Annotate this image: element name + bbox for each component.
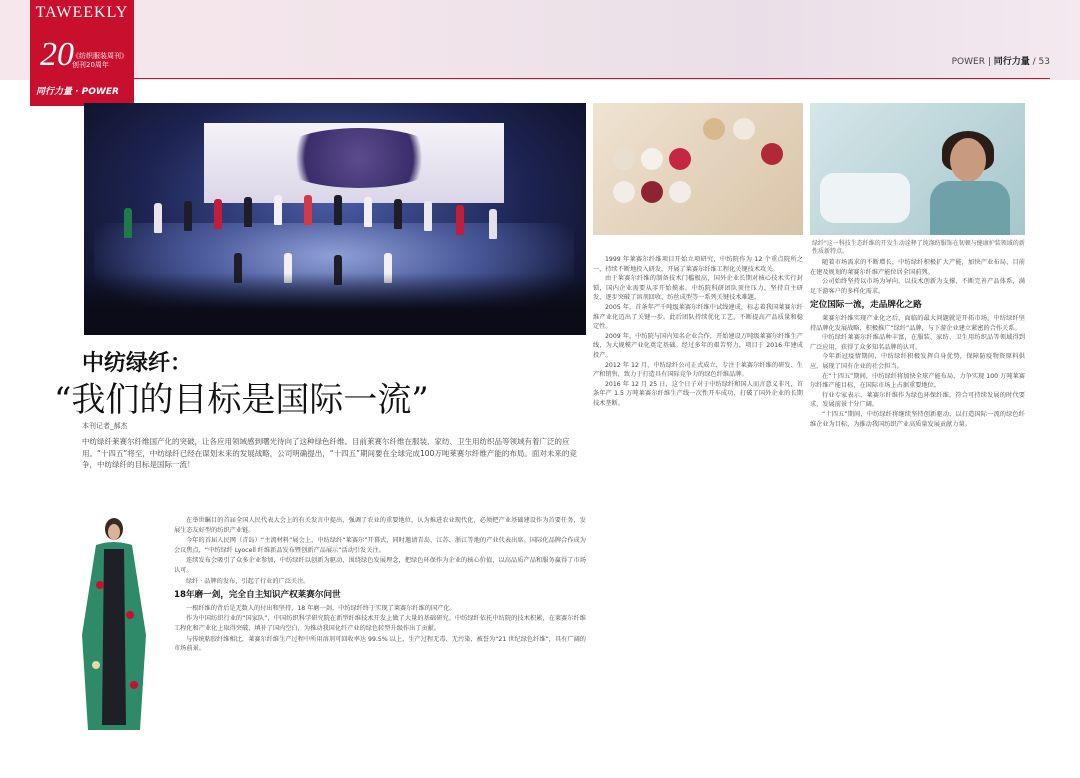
section-en: POWER xyxy=(951,57,985,67)
runway-model xyxy=(124,208,132,238)
section-subhead: 18年磨一剑，完全自主知识产权莱赛尔问世 xyxy=(174,590,341,601)
anniversary-number: 20 xyxy=(40,36,74,73)
paragraph: 连续发布会吸引了众多企业参加，中纺绿纤以创新为驱动，围绕绿色发展理念，把绿色环保作为企业的核心价值，以高品质产品和服务赢得了市场认可。 xyxy=(174,557,586,574)
paragraph: 2009 年，中纺院与国内知名企业合作，开始建设万吨级莱赛尔纤维生产线，为大规模产业化奠定基础。经过多年的艰苦努力，项目于 2016 年建成投产。 xyxy=(593,332,803,359)
yarn-cone xyxy=(613,181,635,203)
paragraph: 莱赛尔纤维实现产业化之后，面临的最大问题就是开拓市场。中纺绿纤坚持品牌化发展战略，积极推广“绿纤”品牌，与下游企业建立紧密的合作关系。 xyxy=(810,314,1025,332)
runway-model xyxy=(244,197,252,227)
model-garment xyxy=(930,181,1010,235)
stage-floral-display xyxy=(274,128,444,188)
paragraph: 2012 年 12 月，中纺绿纤公司正式成立，专注于莱赛尔纤维的研发、生产和销售，致力于打造具有国际竞争力的绿色纤维品牌。 xyxy=(593,361,803,379)
paragraph: 绿纤 · 品牌的发布，引起了行业的广泛关注。 xyxy=(186,577,310,585)
section-subhead: 定位国际一流，走品牌化之路 xyxy=(810,300,922,311)
runway-model xyxy=(456,205,464,235)
paragraph: 随着市场需求的不断增长，中纺绿纤积极扩大产能，加快产业布局，目前在建及规划的莱赛尔纤维产能位居全国前列。 xyxy=(810,259,1025,276)
runway-model xyxy=(364,197,372,227)
paragraph: 今年新冠疫情期间，中纺绿纤积极发挥自身优势，保障防疫物资原料供应，展现了国有企业的社会担当。 xyxy=(810,353,1025,370)
paragraph: 一根纤维的背后是无数人的付出和坚持，18 年磨一剑，中纺绿纤终于实现了莱赛尔纤维的国产化。 xyxy=(186,604,456,612)
paragraph: 在举世瞩目的首届全国人民代表大会上的有关发言中提出，强调了农业的重要地位，认为推进农业现代化，必须把产业基础建设作为首要任务，发展生态友好型的纺织产业链。 xyxy=(174,517,586,534)
runway-model xyxy=(424,201,432,231)
yarn-cone xyxy=(733,118,755,140)
pillow xyxy=(820,173,910,223)
runway-model xyxy=(394,199,402,229)
article-author: 本刊记者_郝杰 xyxy=(82,422,128,430)
runway-show-photo xyxy=(84,103,586,335)
paragraph: “十四五”期间，中纺绿纤将继续坚持创新驱动，以打造国际一流的绿色纤维企业为目标，为推动我国纺织产业高质量发展贡献力量。 xyxy=(810,410,1025,428)
anniversary-text xyxy=(72,52,132,70)
photo-caption: 绿纤"这一科技生态纤维的开发生动诠释了纯涤纺服饰在韧顿与健康护装领域的新性质新特点。 xyxy=(812,240,1025,255)
yarn-cone xyxy=(669,148,691,170)
paragraph: 2016 年 12 月 25 日，这个日子对于中纺绿纤和国人而言意义非凡，首条年产 1.5 万吨莱赛尔纤维生产线一次性开车成功，打破了国外企业的长期技术垄断。 xyxy=(593,380,803,407)
article-title: “我们的目标是国际一流” xyxy=(54,380,429,420)
runway-model xyxy=(274,195,282,225)
audience-silhouette xyxy=(84,273,586,335)
article-column-1 xyxy=(174,516,586,655)
yarn-cone xyxy=(703,118,725,140)
section-tag-right: POWER | 同行力量 / 53 xyxy=(951,57,1050,67)
yarn-cone xyxy=(669,181,691,203)
runway-model xyxy=(184,201,192,231)
paragraph: 作为中国纺织行业的“国家队”，中国纺织科学研究院在新型纤维技术开发上做了大量的基础研究。中纺绿纤依托中纺院的技术积累，在莱赛尔纤维工程化和产业化上取得突破，填补了国内空白，为推动我国化纤产业的绿色转型升级作出了贡献。 xyxy=(174,615,586,632)
paragraph: 公司始终坚持以市场为导向，以技术创新为支撑，不断完善产品体系，满足下游客户的多样化需求。 xyxy=(810,278,1025,295)
runway-model xyxy=(214,199,222,229)
paragraph: 与传统粘胶纤维相比，莱赛尔纤维生产过程中所用溶剂可回收率达 99.5% 以上，生产过程无毒、无污染，被誉为“21 世纪绿色纤维”，具有广阔的市场前景。 xyxy=(174,635,586,653)
article-column-3 xyxy=(810,258,1025,429)
section-cn: 同行力量 xyxy=(993,57,1030,67)
paragraph: 今年的首届人民网（青岛）“主流材料”展会上，中纺绿纤“莱赛尔”开幕式，同时邀请青岛、江苏、浙江等地的产业代表出席。国际化品牌合作成为会议焦点，“中纺绿纤 Lyocell 纤维新品发布暨创新产品展示”活动引发关注。 xyxy=(174,537,586,554)
article-kicker: 中纺绿纤： xyxy=(82,351,193,376)
article-column-2 xyxy=(593,255,803,409)
paragraph: 行业专家表示，莱赛尔纤维作为绿色环保纤维，符合可持续发展的时代要求，发展前景十分广阔。 xyxy=(810,391,1025,409)
anniversary-line-1: 《纺织服装周刊》 xyxy=(72,52,128,60)
paragraph: 在“十四五”期间，中纺绿纤将加快全球产能布局，力争实现 100 万吨莱赛尔纤维产能目标，在国际市场上占据重要地位。 xyxy=(810,372,1025,390)
runway-model xyxy=(334,195,342,225)
yarn-cone xyxy=(641,181,663,203)
yarn-cone xyxy=(641,148,663,170)
magazine-logo: TAWEEKLY xyxy=(35,4,129,21)
runway-model xyxy=(154,203,162,233)
yarn-cone xyxy=(613,148,635,170)
runway-model xyxy=(489,209,497,239)
anniversary-line-2: 创刊20周年 xyxy=(72,61,109,69)
model-face xyxy=(950,138,986,182)
section-tag-left: 同行力量 · POWER xyxy=(36,87,119,97)
fashion-model-figure xyxy=(66,515,162,735)
article-lead: 中纺绿纤莱赛尔纤维国产化的突破，让各应用领域感到曙光待向了这种绿色纤维。目前莱赛尔纤维在服装、家纺、卫生用纺织品等领域有着广泛的应用。“十四五”将至，中纺绿纤已经在谋划未来的发展战略，公司明确提出，“十四五”期间要在全球完成100万吨莱赛尔纤维产能的布局。面对未来的竞争，中纺绿纤的目标是国际一流！ xyxy=(82,437,577,469)
runway-model xyxy=(304,195,312,225)
paragraph: 由于莱赛尔纤维的制备技术门槛极高，国外企业长期对核心技术实行封锁，国内企业需要从零开始摸索。中纺院科研团队顶住压力，坚持自主研发，逐步突破了溶剂回收、纺丝成型等一系列关键技术难题。 xyxy=(593,275,803,302)
yarn-cones-photo xyxy=(593,103,803,235)
header-divider xyxy=(30,78,1050,79)
paragraph: 2005 年，首条年产千吨级莱赛尔纤维中试线建成，标志着我国莱赛尔纤维产业化迈出了关键一步。此后团队持续优化工艺，不断提高产品质量和稳定性。 xyxy=(593,303,803,331)
top-banner xyxy=(0,0,1080,80)
yarn-cone xyxy=(761,143,783,165)
paragraph: 中纺绿纤莱赛尔纤维品种丰富，在服装、家纺、卫生用纺织品等领域得到广泛应用，获得了众多知名品牌的认可。 xyxy=(810,334,1025,351)
paragraph: 1999 年莱赛尔纤维项目开始立项研究，中纺院作为 12 个重点院所之一，持续不断地投入研发，开展了莱赛尔纤维工程化关键技术攻关。 xyxy=(593,256,803,273)
bedding-model-photo xyxy=(810,103,1025,235)
page-number: 53 xyxy=(1038,57,1050,67)
